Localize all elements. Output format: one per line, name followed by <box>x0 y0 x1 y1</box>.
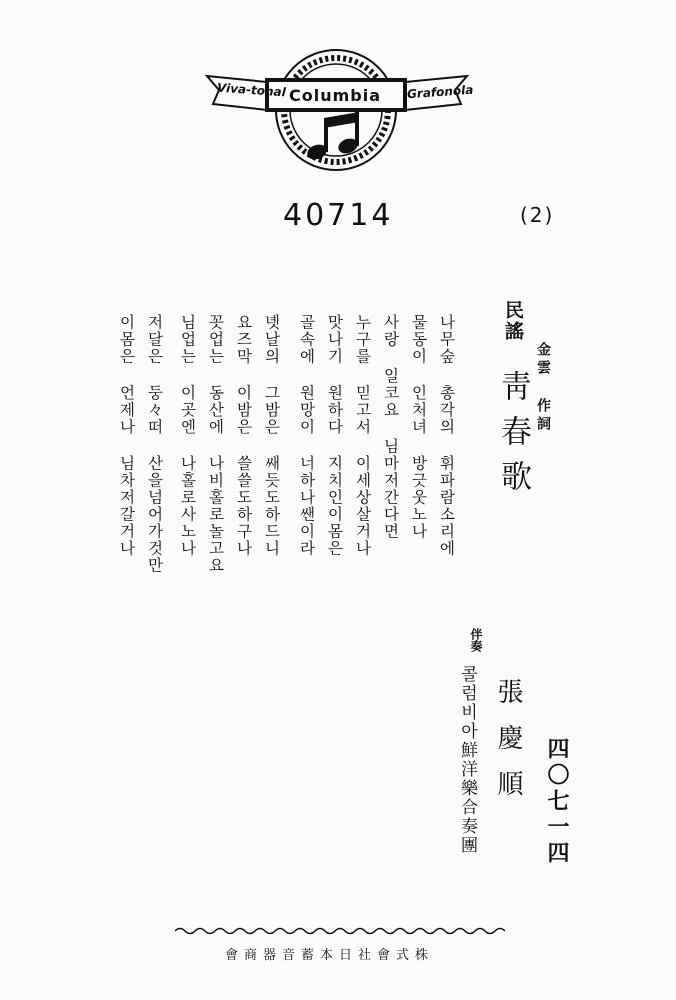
side-number: (2) <box>520 203 555 227</box>
song-title: 靑春歌 <box>495 370 531 505</box>
lyric-line: 저달은 둥々떠 산을넘어가것만 <box>145 314 164 574</box>
accompaniment-label: 伴奏 <box>469 628 483 652</box>
lyric-line: 나무숲 총각의 휘파람소리에 <box>437 314 456 557</box>
lyric-line: 녯날의 그밤은 쌔듯도하드니 <box>262 314 281 557</box>
lyric-line: 님업는 이곳엔 나홀로사노나 <box>178 314 197 557</box>
wavy-divider <box>175 922 505 941</box>
record-number: 40714 <box>283 198 394 233</box>
lyric-line: 누구를 믿고서 이세상살거나 <box>353 314 372 557</box>
logo-left-banner: Viva-tonal <box>216 80 287 100</box>
lyric-line: 사랑 일코요 님마저간다면 <box>381 314 400 540</box>
lyric-line: 요즈막 이밤은 쓸쓸도하구나 <box>234 314 253 557</box>
lyric-line: 맛나기 원하다 지치인이몸은 <box>325 314 344 557</box>
accompaniment-credit: 콜럼비아鮮洋樂合奏團 <box>457 665 477 855</box>
lyric-line: 꼿업는 동산에 나비홀로놀고요 <box>206 314 225 574</box>
catalog-number: 四〇七一四 <box>544 737 569 867</box>
logo-right-banner: Grafonola <box>406 82 474 102</box>
lyricist-credit: 金雲 作詞 <box>535 342 551 434</box>
columbia-logo <box>205 38 475 177</box>
singer-name: 張慶順 <box>493 678 523 816</box>
lyric-line: 물동이 인처녀 방긋웃노나 <box>409 314 428 540</box>
lyric-line: 이몸은 언제나 님차저갈거나 <box>117 314 136 557</box>
genre-label: 民謠 <box>502 300 524 342</box>
publisher-footer: 株式會社日本蓄音器商會 <box>225 948 435 963</box>
logo-center-banner: Columbia <box>289 86 382 105</box>
lyric-line: 골속에 원망이 너하나쌘이라 <box>297 314 316 557</box>
